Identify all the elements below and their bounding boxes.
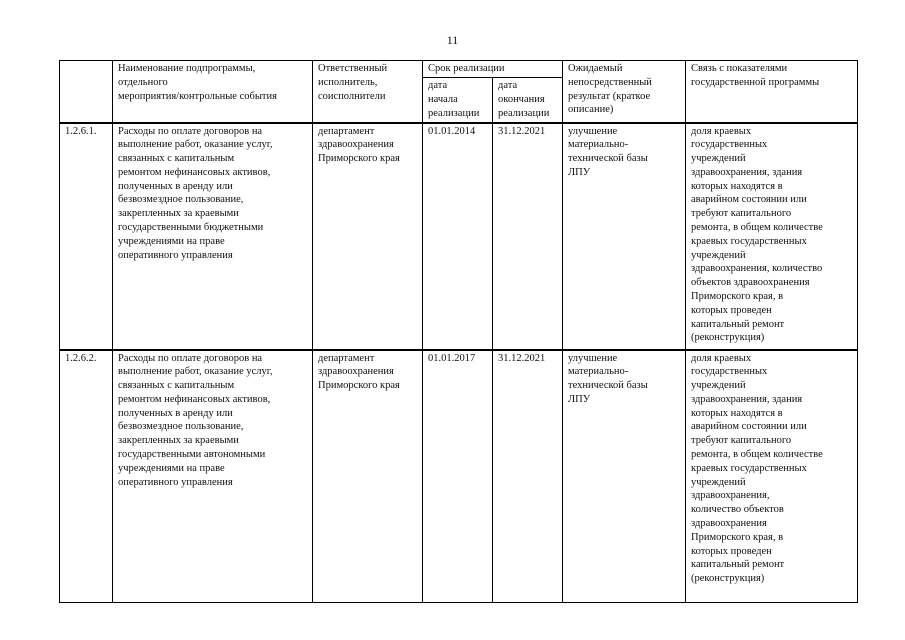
table-row: [60, 123, 858, 350]
row-start-cell: [423, 123, 493, 350]
header-end: дата окончания реализации: [498, 80, 550, 119]
row-number: 1.2.6.2.: [65, 352, 97, 364]
row-result-cell: [563, 123, 686, 350]
row-result-cell: [563, 350, 686, 603]
row-end-date: 31.12.2021: [498, 352, 546, 364]
row-name: Расходы по оплате договоров на выполнение работ, оказание услуг, связанных с капитальным ремонтом нефинансовых активов, полученных в аренду или безвозмездное пользование, закрепленных за краевыми государственными автономными учреждениями на праве оперативного управления: [118, 352, 273, 488]
header-executor: Ответственный исполнитель, соисполнители: [318, 63, 388, 102]
row-name: Расходы по оплате договоров на выполнение работ, оказание услуг, связанных с капитальным ремонтом нефинансовых активов, полученных в аренду или безвозмездное пользование, закрепленных за краевыми государственными бюджетными учреждениями на праве оперативного управления: [118, 125, 273, 261]
header-start-cell: [423, 78, 493, 123]
row-start-date: 01.01.2014: [428, 125, 476, 137]
header-indicator: Связь с показателями государственной программы: [691, 63, 820, 88]
row-indicator-cell: [686, 350, 858, 603]
row-start-date: 01.01.2017: [428, 352, 476, 364]
row-indicator: доля краевых государственных учреждений здравоохранения, здания которых находятся в аварийном состоянии или требуют капитального ремонта, в общем количестве краевых государственных учреждений здравоохранения, количество объектов здравоохранения Приморского края, в которых проведен капитальный ремонт (реконструкция): [691, 125, 823, 344]
row-executor: департамент здравоохранения Приморского края: [318, 125, 400, 165]
header-row: [60, 61, 858, 78]
row-name-cell: [113, 123, 313, 350]
row-result: улучшение материально- технической базы ЛПУ: [568, 125, 648, 178]
row-end-date: 31.12.2021: [498, 125, 546, 137]
row-name-cell: [113, 350, 313, 603]
header-result: Ожидаемый непосредственный результат (краткое описание): [568, 63, 652, 116]
header-number-cell: [60, 61, 113, 123]
row-indicator: доля краевых государственных учреждений здравоохранения, здания которых находятся в аварийном состоянии или требуют капитального ремонта, в общем количестве краевых государственных учреждений здравоохранения, количество объектов здравоохранения Приморского края, в которых проведен капитальный ремонт (реконструкция): [691, 352, 823, 585]
row-indicator-cell: [686, 123, 858, 350]
header-start: дата начала реализации: [428, 80, 480, 119]
row-start-cell: [423, 350, 493, 603]
row-end-cell: [493, 350, 563, 603]
row-number-cell: [60, 350, 113, 603]
row-number-cell: [60, 123, 113, 350]
header-period: Срок реализации: [428, 63, 505, 74]
header-name: Наименование подпрограммы, отдельного мероприятия/контрольные события: [118, 63, 277, 102]
header-name-cell: [113, 61, 313, 123]
header-executor-cell: [313, 61, 423, 123]
program-table: [59, 60, 858, 603]
row-executor-cell: [313, 123, 423, 350]
header-indicator-cell: [686, 61, 858, 123]
page-number: 11: [446, 33, 459, 47]
header-period-cell: [423, 61, 563, 78]
table-row: [60, 350, 858, 603]
row-number: 1.2.6.1.: [65, 125, 97, 137]
row-executor: департамент здравоохранения Приморского края: [318, 352, 400, 392]
row-executor-cell: [313, 350, 423, 603]
header-end-cell: [493, 78, 563, 123]
row-end-cell: [493, 123, 563, 350]
header-result-cell: [563, 61, 686, 123]
row-result: улучшение материально- технической базы ЛПУ: [568, 352, 648, 405]
